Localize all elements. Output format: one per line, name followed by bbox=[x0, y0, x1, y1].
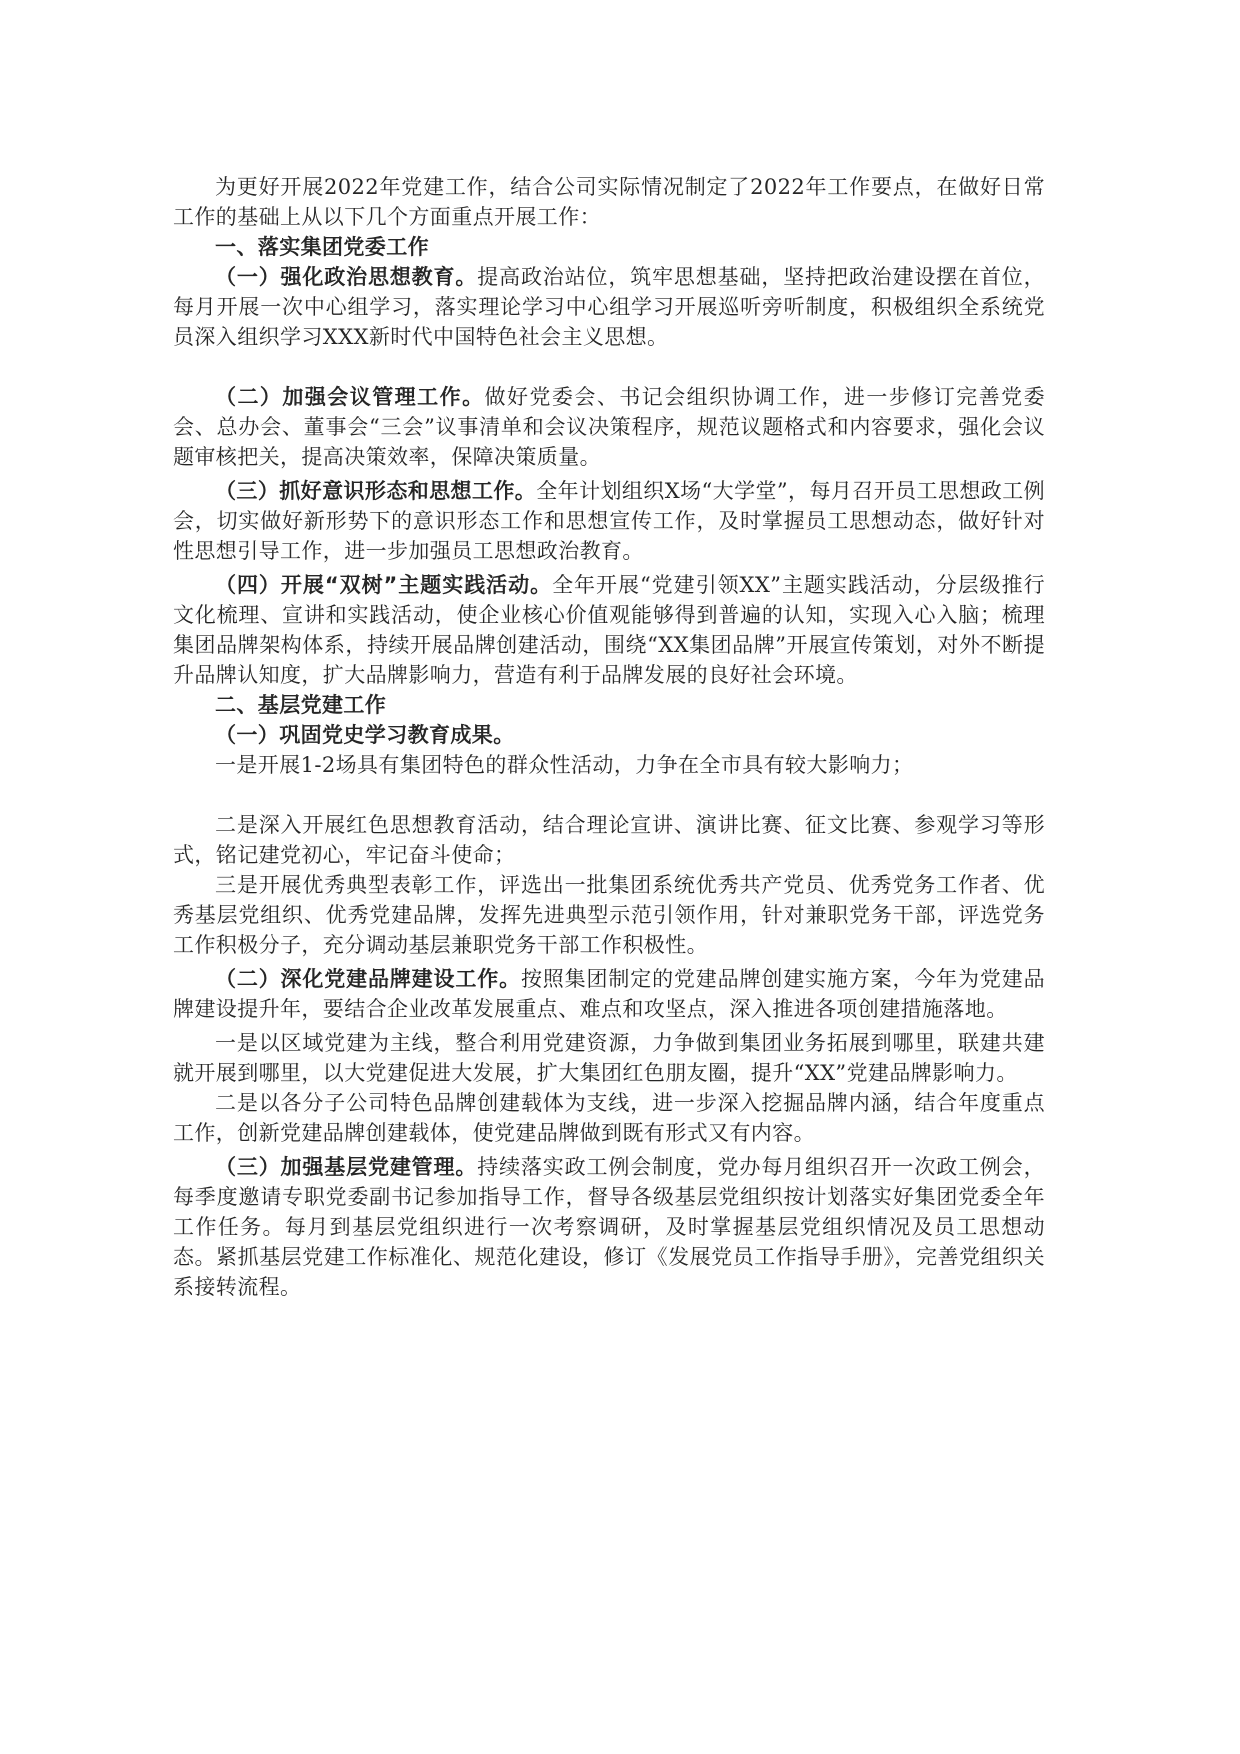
paragraph-1-2 bbox=[173, 382, 1045, 472]
paragraph-body: 做好党委会、书记会组织协调工作，进一步修订完善党委会、总办会、董事会“三会”议事清单和会议决策程序，规范议题格式和内容要求，强化会议题审核把关，提高决策效率，保障决策质量。 bbox=[173, 385, 1045, 469]
intro-paragraph: 为更好开展2022年党建工作，结合公司实际情况制定了2022年工作要点，在做好日常工作的基础上从以下几个方面重点开展工作： bbox=[173, 175, 1045, 229]
paragraph-title: （四）开展“双树”主题实践活动。 bbox=[215, 573, 553, 597]
paragraph-title: （三）抓好意识形态和思想工作。 bbox=[215, 479, 537, 503]
point-2-1-1: 一是开展1-2场具有集团特色的群众性活动，力争在全市具有较大影响力； bbox=[215, 753, 914, 777]
point-2-1-2: 二是深入开展红色思想教育活动，结合理论宣讲、演讲比赛、征文比赛、参观学习等形式，铭记建党初心，牢记奋斗使命； bbox=[173, 813, 1045, 867]
paragraph-title: （二）加强会议管理工作。 bbox=[215, 385, 485, 409]
paragraph-1-3 bbox=[173, 476, 1045, 566]
paragraph-title: （一）强化政治思想教育。 bbox=[215, 265, 478, 289]
point-2-2-1: 一是以区域党建为主线，整合利用党建资源，力争做到集团业务拓展到哪里，联建共建就开展到哪里，以大党建促进大发展，扩大集团红色朋友圈，提升“XX”党建品牌影响力。 bbox=[173, 1031, 1045, 1085]
paragraph-body: 全年计划组织X场“大学堂”，每月召开员工思想政工例会，切实做好新形势下的意识形态工作和思想宣传工作，及时掌握员工思想动态，做好针对性思想引导工作，进一步加强员工思想政治教育。 bbox=[173, 479, 1046, 563]
blank-line bbox=[173, 352, 1045, 382]
blank-line bbox=[173, 780, 1045, 810]
section-heading-1: 一、落实集团党委工作 bbox=[215, 235, 429, 259]
paragraph-1-1 bbox=[173, 262, 1045, 352]
point-2-2-2: 二是以各分子公司特色品牌创建载体为支线，进一步深入挖掘品牌内涵，结合年度重点工作，创新党建品牌创建载体，使党建品牌做到既有形式又有内容。 bbox=[173, 1091, 1045, 1145]
paragraph-body: 全年开展“党建引领XX”主题实践活动，分层级推行文化梳理、宣讲和实践活动，使企业核心价值观能够得到普遍的认知，实现入心入脑；梳理集团品牌架构体系，持续开展品牌创建活动，围绕“XX集团品牌”开展宣传策划，对外不断提升品牌认知度，扩大品牌影响力，营造有利于品牌发展的良好社会环境。 bbox=[173, 573, 1045, 687]
section-heading-2: 二、基层党建工作 bbox=[215, 693, 387, 717]
paragraph-body: 按照集团制定的党建品牌创建实施方案，今年为党建品牌建设提升年，要结合企业改革发展重点、难点和攻坚点，深入推进各项创建措施落地。 bbox=[173, 967, 1045, 1021]
paragraph-2-3 bbox=[173, 1152, 1045, 1302]
paragraph-title: （三）加强基层党建管理。 bbox=[215, 1155, 478, 1179]
paragraph-1-4 bbox=[173, 570, 1045, 690]
paragraph-title: （二）深化党建品牌建设工作。 bbox=[215, 967, 521, 991]
paragraph-body: 持续落实政工例会制度，党办每月组织召开一次政工例会，每季度邀请专职党委副书记参加指导工作，督导各级基层党组织按计划落实好集团党委全年工作任务。每月到基层党组织进行一次考察调研，及时掌握基层党组织情况及员工思想动态。紧抓基层党建工作标准化、规范化建设，修订《发展党员工作指导手册》，完善党组织关系接转流程。 bbox=[173, 1155, 1045, 1299]
document-page bbox=[173, 172, 1045, 1302]
paragraph-2-1-title: （一）巩固党史学习教育成果。 bbox=[215, 723, 515, 747]
point-2-1-3: 三是开展优秀典型表彰工作，评选出一批集团系统优秀共产党员、优秀党务工作者、优秀基层党组织、优秀党建品牌，发挥先进典型示范引领作用，针对兼职党务干部，评选党务工作积极分子，充分调动基层兼职党务干部工作积极性。 bbox=[173, 873, 1045, 957]
paragraph-2-2 bbox=[173, 964, 1045, 1024]
paragraph-body: 提高政治站位，筑牢思想基础，坚持把政治建设摆在首位，每月开展一次中心组学习，落实理论学习中心组学习开展巡听旁听制度，积极组织全系统党员深入组织学习XXX新时代中国特色社会主义思想。 bbox=[173, 265, 1045, 349]
